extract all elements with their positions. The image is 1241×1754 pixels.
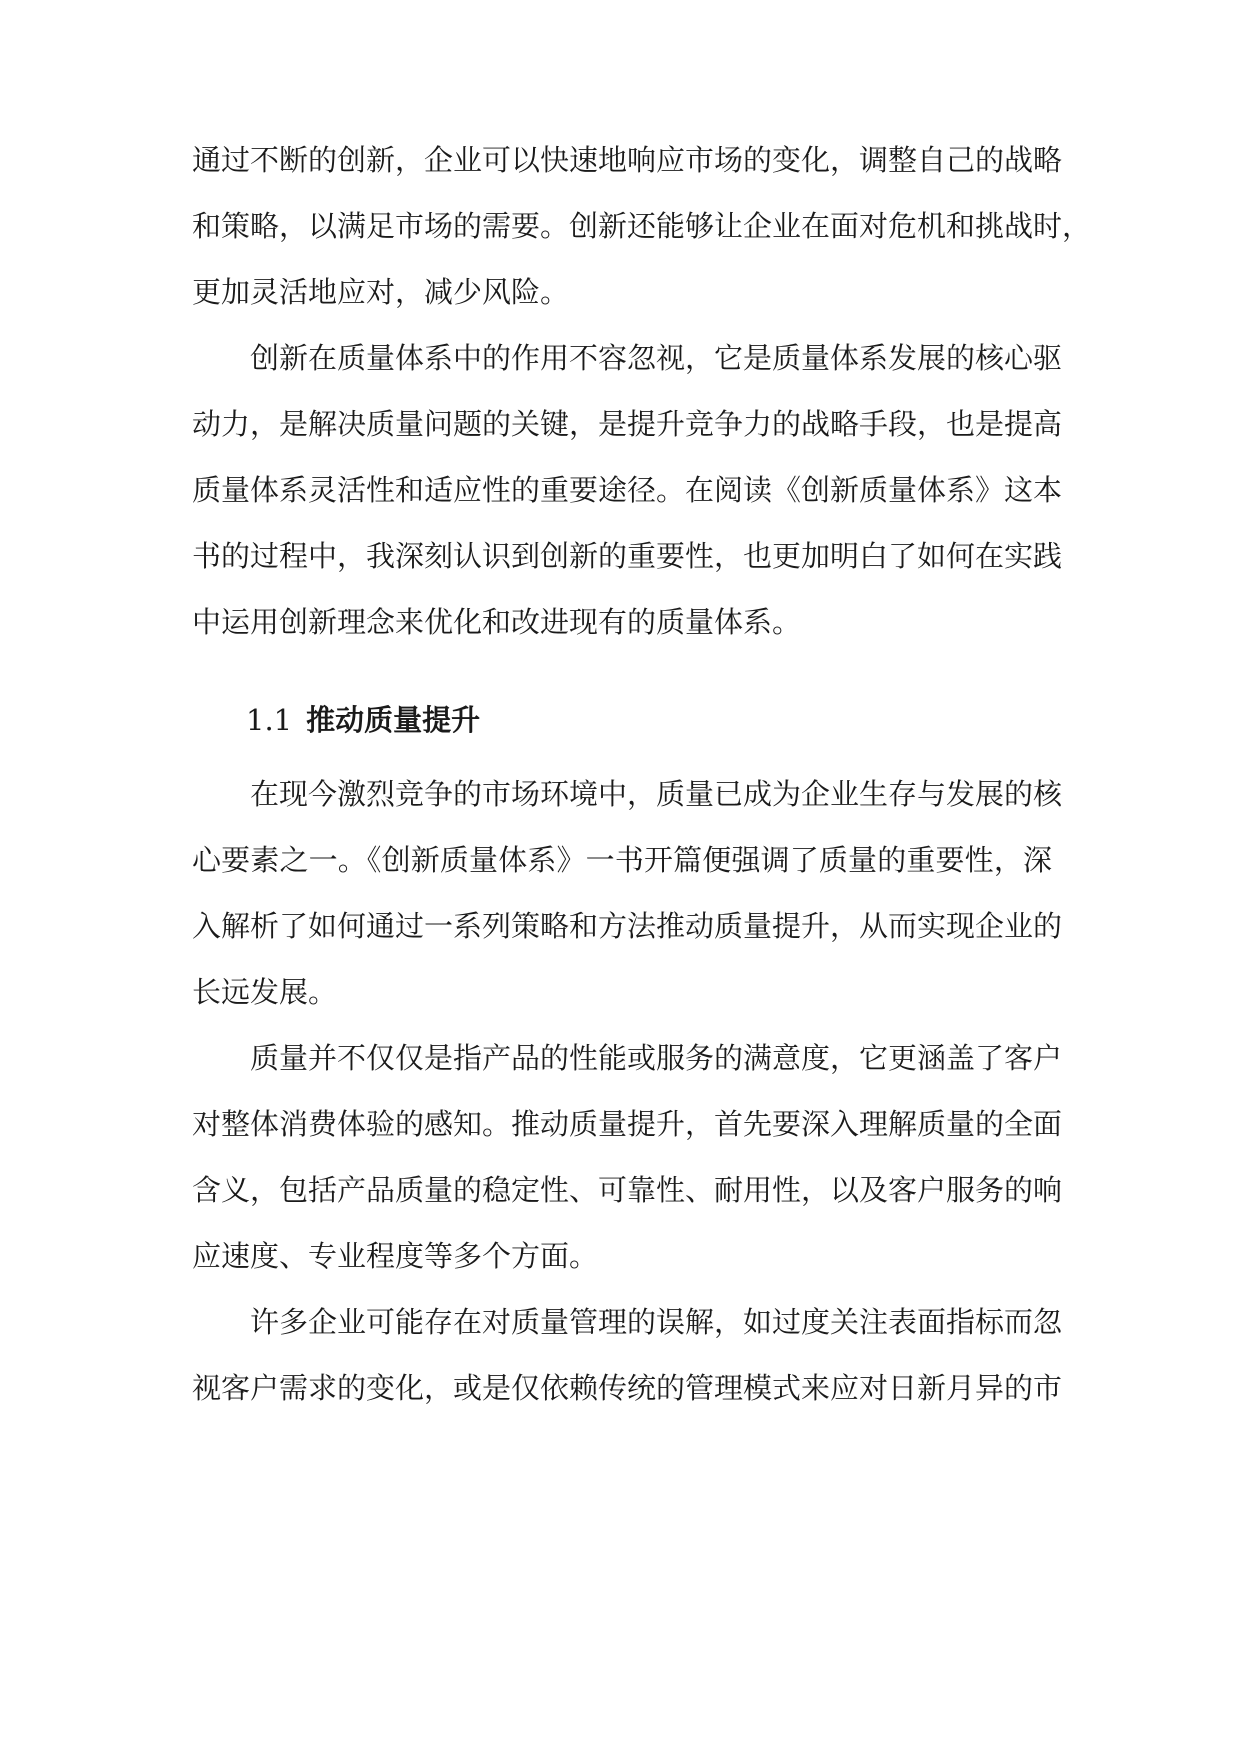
paragraph-3-line-3: 入解析了如何通过一系列策略和方法推动质量提升，从而实现企业的	[192, 909, 1063, 943]
paragraph-4-line-1: 质量并不仅仅是指产品的性能或服务的满意度，它更涵盖了客户	[250, 1041, 1063, 1075]
section-number: 1.1	[246, 703, 293, 737]
paragraph-3-line-4: 长远发展。	[192, 975, 338, 1009]
paragraph-2-line-5: 中运用创新理念来优化和改进现有的质量体系。	[192, 605, 802, 639]
paragraph-1-line-1: 通过不断的创新，企业可以快速地响应市场的变化，调整自己的战略	[192, 143, 1063, 177]
paragraph-2-line-2: 动力，是解决质量问题的关键，是提升竞争力的战略手段，也是提高	[192, 407, 1063, 441]
section-heading	[246, 700, 480, 740]
paragraph-5-line-2: 视客户需求的变化，或是仅依赖传统的管理模式来应对日新月异的市	[192, 1371, 1063, 1405]
paragraph-2-line-3: 质量体系灵活性和适应性的重要途径。在阅读《创新质量体系》这本	[192, 473, 1063, 507]
paragraph-4-line-2: 对整体消费体验的感知。推动质量提升，首先要深入理解质量的全面	[192, 1107, 1063, 1141]
paragraph-3-line-2: 心要素之一。《创新质量体系》一书开篇便强调了质量的重要性，深	[192, 843, 1052, 877]
paragraph-2-line-4: 书的过程中，我深刻认识到创新的重要性，也更加明白了如何在实践	[192, 539, 1063, 573]
section-title: 推动质量提升	[306, 703, 481, 737]
paragraph-1-line-2: 和策略，以满足市场的需要。创新还能够让企业在面对危机和挑战时，	[192, 209, 1092, 243]
paragraph-4-line-3: 含义，包括产品质量的稳定性、可靠性、耐用性，以及客户服务的响	[192, 1173, 1063, 1207]
paragraph-1-line-3: 更加灵活地应对，减少风险。	[192, 275, 570, 309]
paragraph-2-line-1: 创新在质量体系中的作用不容忽视，它是质量体系发展的核心驱	[250, 341, 1063, 375]
paragraph-5-line-1: 许多企业可能存在对质量管理的误解，如过度关注表面指标而忽	[250, 1305, 1063, 1339]
paragraph-4-line-4: 应速度、专业程度等多个方面。	[192, 1239, 599, 1273]
paragraph-3-line-1: 在现今激烈竞争的市场环境中，质量已成为企业生存与发展的核	[250, 777, 1063, 811]
